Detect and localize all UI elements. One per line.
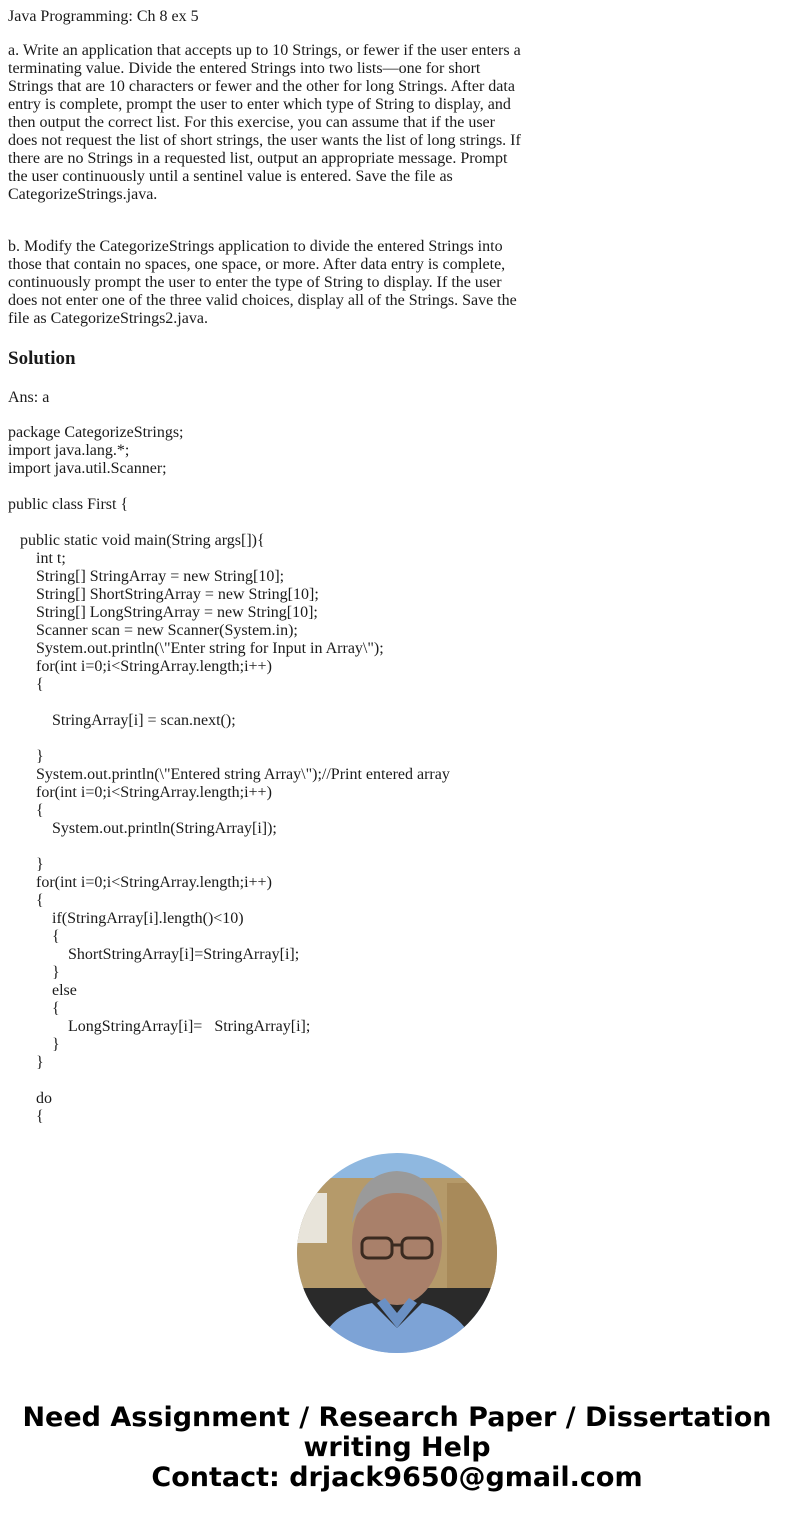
code-line bbox=[8, 838, 528, 856]
promo-contact: Contact: drjack9650@gmail.com bbox=[151, 1462, 643, 1493]
code-block bbox=[8, 424, 528, 1126]
code-line: if(StringArray[i].length()<10) bbox=[8, 910, 244, 927]
answer-label: Ans: a bbox=[8, 389, 50, 406]
code-line: StringArray[i] = scan.next(); bbox=[8, 712, 236, 729]
code-line: } bbox=[8, 748, 44, 765]
code-line: { bbox=[8, 676, 44, 693]
code-line: { bbox=[8, 928, 60, 945]
document-body bbox=[8, 8, 528, 1126]
promo-line-2: writing Help bbox=[303, 1432, 491, 1463]
page-title: Java Programming: Ch 8 ex 5 bbox=[8, 8, 199, 25]
code-line: for(int i=0;i<StringArray.length;i++) bbox=[8, 658, 272, 675]
code-line bbox=[8, 730, 528, 748]
code-line: String[] LongStringArray = new String[10]; bbox=[8, 604, 318, 621]
code-line: } bbox=[8, 856, 44, 873]
person-photo-icon bbox=[297, 1153, 497, 1353]
code-line: package CategorizeStrings; bbox=[8, 424, 184, 441]
code-line bbox=[8, 694, 528, 712]
code-line: else bbox=[8, 982, 77, 999]
code-line: int t; bbox=[8, 550, 66, 567]
code-line: ShortStringArray[i]=StringArray[i]; bbox=[8, 946, 300, 963]
code-line: for(int i=0;i<StringArray.length;i++) bbox=[8, 784, 272, 801]
code-line bbox=[8, 1072, 528, 1090]
code-line: } bbox=[8, 1054, 44, 1071]
author-avatar bbox=[297, 1153, 497, 1353]
code-line: } bbox=[8, 1036, 60, 1053]
code-line: public class First { bbox=[8, 496, 129, 513]
code-line: System.out.println(\"Entered string Array\");//Print entered array bbox=[8, 766, 450, 783]
code-line: { bbox=[8, 802, 44, 819]
code-line bbox=[8, 514, 528, 532]
code-line: String[] ShortStringArray = new String[10]; bbox=[8, 586, 319, 603]
code-line: String[] StringArray = new String[10]; bbox=[8, 568, 285, 585]
solution-heading: Solution bbox=[8, 348, 76, 369]
question-b: b. Modify the CategorizeStrings application to divide the entered Strings into those that contain no spaces, one space, or more. After data entry is complete, continuously prompt the user to enter the type of String to display. If the user does not enter one of the three valid choices, display all of the Strings. Save the file as CategorizeStrings2.java. bbox=[8, 238, 517, 327]
promo-line-1: Need Assignment / Research Paper / Dissertation bbox=[22, 1402, 772, 1433]
code-line: do bbox=[8, 1090, 52, 1107]
code-line: } bbox=[8, 964, 60, 981]
code-line bbox=[8, 478, 528, 496]
question-a: a. Write an application that accepts up to 10 Strings, or fewer if the user enters a terminating value. Divide the entered Strings into two lists—one for short Strings that are 10 characters or fewer and the other for long Strings. After data entry is complete, prompt the user to enter which type of String to display, and then output the correct list. For this exercise, you can assume that if the user does not request the list of short strings, the user wants the list of long strings. If there are no Strings in a requested list, output an appropriate message. Prompt the user continuously until a sentinel value is entered. Save the file as CategorizeStrings.java. bbox=[8, 42, 521, 203]
code-line: System.out.println(\"Enter string for Input in Array\"); bbox=[8, 640, 384, 657]
code-line: for(int i=0;i<StringArray.length;i++) bbox=[8, 874, 272, 891]
code-line: { bbox=[8, 1108, 44, 1125]
promo-banner bbox=[0, 1403, 794, 1493]
code-line: { bbox=[8, 892, 44, 909]
code-line: import java.util.Scanner; bbox=[8, 460, 167, 477]
code-line: LongStringArray[i]= StringArray[i]; bbox=[8, 1018, 311, 1035]
code-line: { bbox=[8, 1000, 60, 1017]
code-line: public static void main(String args[]){ bbox=[8, 532, 265, 549]
code-line: Scanner scan = new Scanner(System.in); bbox=[8, 622, 298, 639]
code-line: import java.lang.*; bbox=[8, 442, 130, 459]
code-line: System.out.println(StringArray[i]); bbox=[8, 820, 277, 837]
